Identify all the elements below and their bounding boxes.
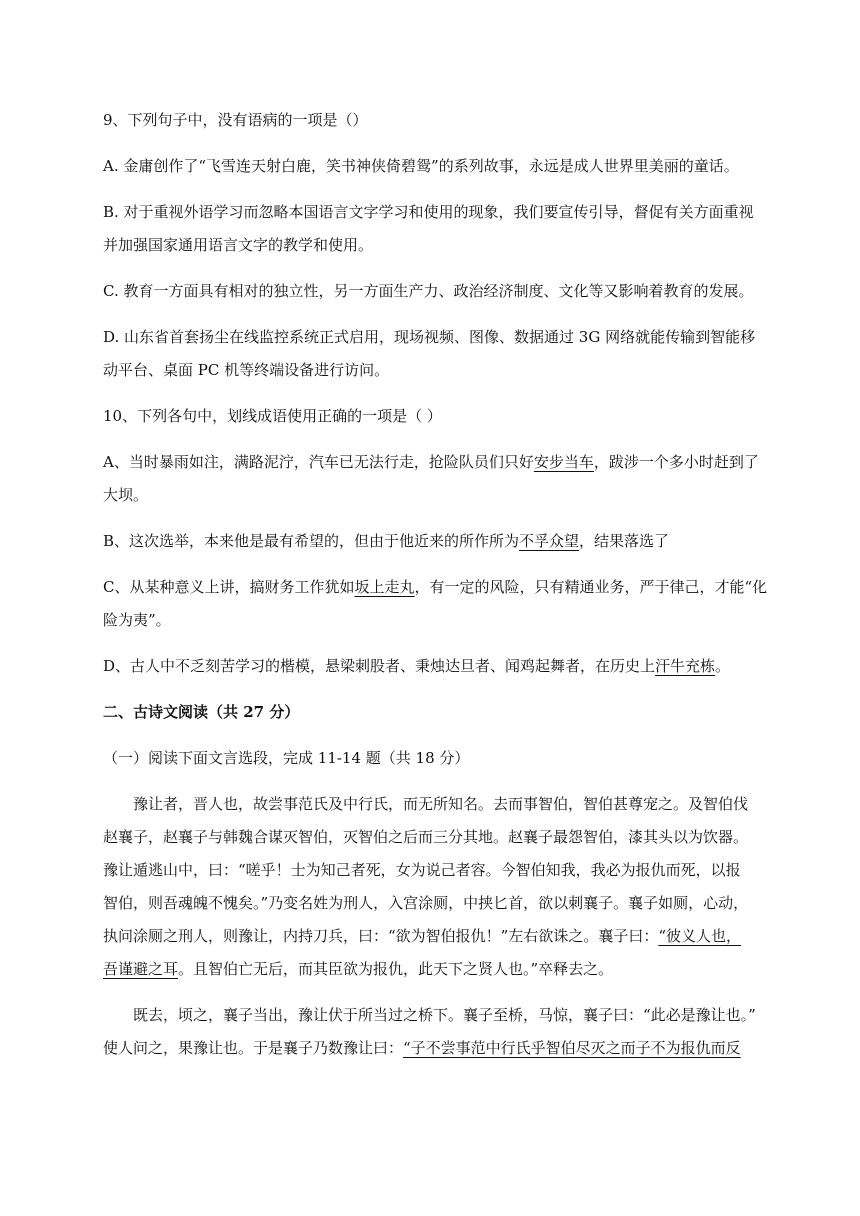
- question-9-option-b-line1: B. 对于重视外语学习而忽略本国语言文字学习和使用的现象，我们要宣传引导，督促有关方面重视: [103, 203, 754, 221]
- question-10-option-b: [103, 525, 764, 558]
- passage-line: 豫让遁逃山中，曰：“嗟乎！士为知己者死，女为说己者容。今智伯知我，我必为报仇而死，以报: [103, 861, 741, 879]
- question-10-option-c-line2: 险为夷”。: [103, 611, 171, 629]
- option-text: ，有一定的风险，只有精通业务，严于律己，才能“化: [414, 578, 768, 596]
- question-10-option-c-line1: [103, 571, 768, 604]
- question-10-option-a-line1: [103, 446, 764, 479]
- passage-text: 。且智伯亡无后，而其臣欲为报仇，此天下之贤人也。”卒释去之。: [178, 960, 614, 978]
- passage-paragraph-1: [103, 788, 764, 986]
- passage-text: 执问涂厕之刑人，则豫让，内持刀兵，曰：“欲为智伯报仇！”左右欲诛之。襄子曰：: [103, 927, 659, 945]
- question-10-option-d: [103, 650, 764, 683]
- section-heading-score: （共 27 分）: [208, 703, 300, 721]
- option-text: ，结果落选了: [579, 532, 670, 550]
- section-heading-title: 二、古诗文阅读: [103, 703, 209, 721]
- passage-line: 智伯，则吾魂魄不愧矣。”乃变名姓为刑人，入宫涂厕，中挟匕首，欲以刺襄子。襄子如厕，心动，: [103, 894, 749, 912]
- question-9-option-c: C. 教育一方面具有相对的独立性，另一方面生产力、政治经济制度、文化等又影响着教育的发展。: [103, 282, 754, 300]
- question-10-option-a-line2: 大坝。: [103, 486, 149, 504]
- option-text: C、从某种意义上讲，搞财务工作犹如: [103, 578, 355, 596]
- underlined-sentence: “彼义人也，: [658, 927, 742, 945]
- option-text: 。: [715, 657, 731, 675]
- passage-text: 使人问之，果豫让也。于是襄子乃数豫让曰：: [103, 1039, 404, 1057]
- passage-line: 豫让者，晋人也，故尝事范氏及中行氏，而无所知名。去而事智伯，智伯甚尊宠之。及智伯伐: [133, 795, 749, 813]
- passage-line: [103, 1032, 764, 1065]
- option-text: B、这次选举，本来他是最有希望的，但由于他近来的所作所为: [103, 532, 520, 550]
- passage-line: [103, 920, 764, 953]
- option-text: A、当时暴雨如注，满路泥泞，汽车已无法行走，抢险队员们只好: [103, 453, 534, 471]
- passage-line: 赵襄子，赵襄子与韩魏合谋灭智伯，灭智伯之后而三分其地。赵襄子最怨智伯，漆其头以为饮器。: [103, 828, 749, 846]
- option-text: ，跋涉一个多小时赶到了: [593, 453, 759, 471]
- underlined-idiom: 不孚众望: [519, 532, 580, 550]
- underlined-idiom: 安步当车: [533, 453, 594, 471]
- passage-paragraph-2: [103, 999, 764, 1065]
- question-9-option-d-line1: D. 山东省首套扬尘在线监控系统正式启用，现场视频、图像、数据通过 3G 网络就能传输到智能移: [103, 328, 756, 346]
- passage-line: [103, 953, 764, 986]
- underlined-sentence: 吾谨避之耳: [103, 960, 179, 978]
- question-9-option-a: A. 金庸创作了“飞雪连天射白鹿，笑书神侠倚碧鸳”的系列故事，永远是成人世界里美丽的童话。: [103, 157, 739, 175]
- question-9-stem: 9、下列句子中，没有语病的一项是（）: [103, 111, 368, 129]
- question-10-stem: 10、下列各句中，划线成语使用正确的一项是（ ）: [103, 407, 442, 425]
- subsection-heading: （一）阅读下面文言选段，完成 11-14 题（共 18 分）: [103, 749, 470, 767]
- section-heading: [103, 696, 764, 729]
- underlined-idiom: 坂上走丸: [354, 578, 415, 596]
- underlined-idiom: 汗牛充栋: [655, 657, 716, 675]
- passage-line: 既去，顷之，襄子当出，豫让伏于所当过之桥下。襄子至桥，马惊，襄子曰：“此必是豫让也。”: [133, 1006, 756, 1024]
- question-9-option-b-line2: 并加强国家通用语言文字的教学和使用。: [103, 236, 374, 254]
- option-text: D、古人中不乏刻苦学习的楷模，悬梁刺股者、秉烛达旦者、闻鸡起舞者，在历史上: [103, 657, 656, 675]
- underlined-sentence: “子不尝事范中行氏乎智伯尽灭之而子不为报仇而反: [403, 1039, 741, 1057]
- question-9-option-d-line2: 动平台、桌面 PC 机等终端设备进行访问。: [103, 361, 390, 379]
